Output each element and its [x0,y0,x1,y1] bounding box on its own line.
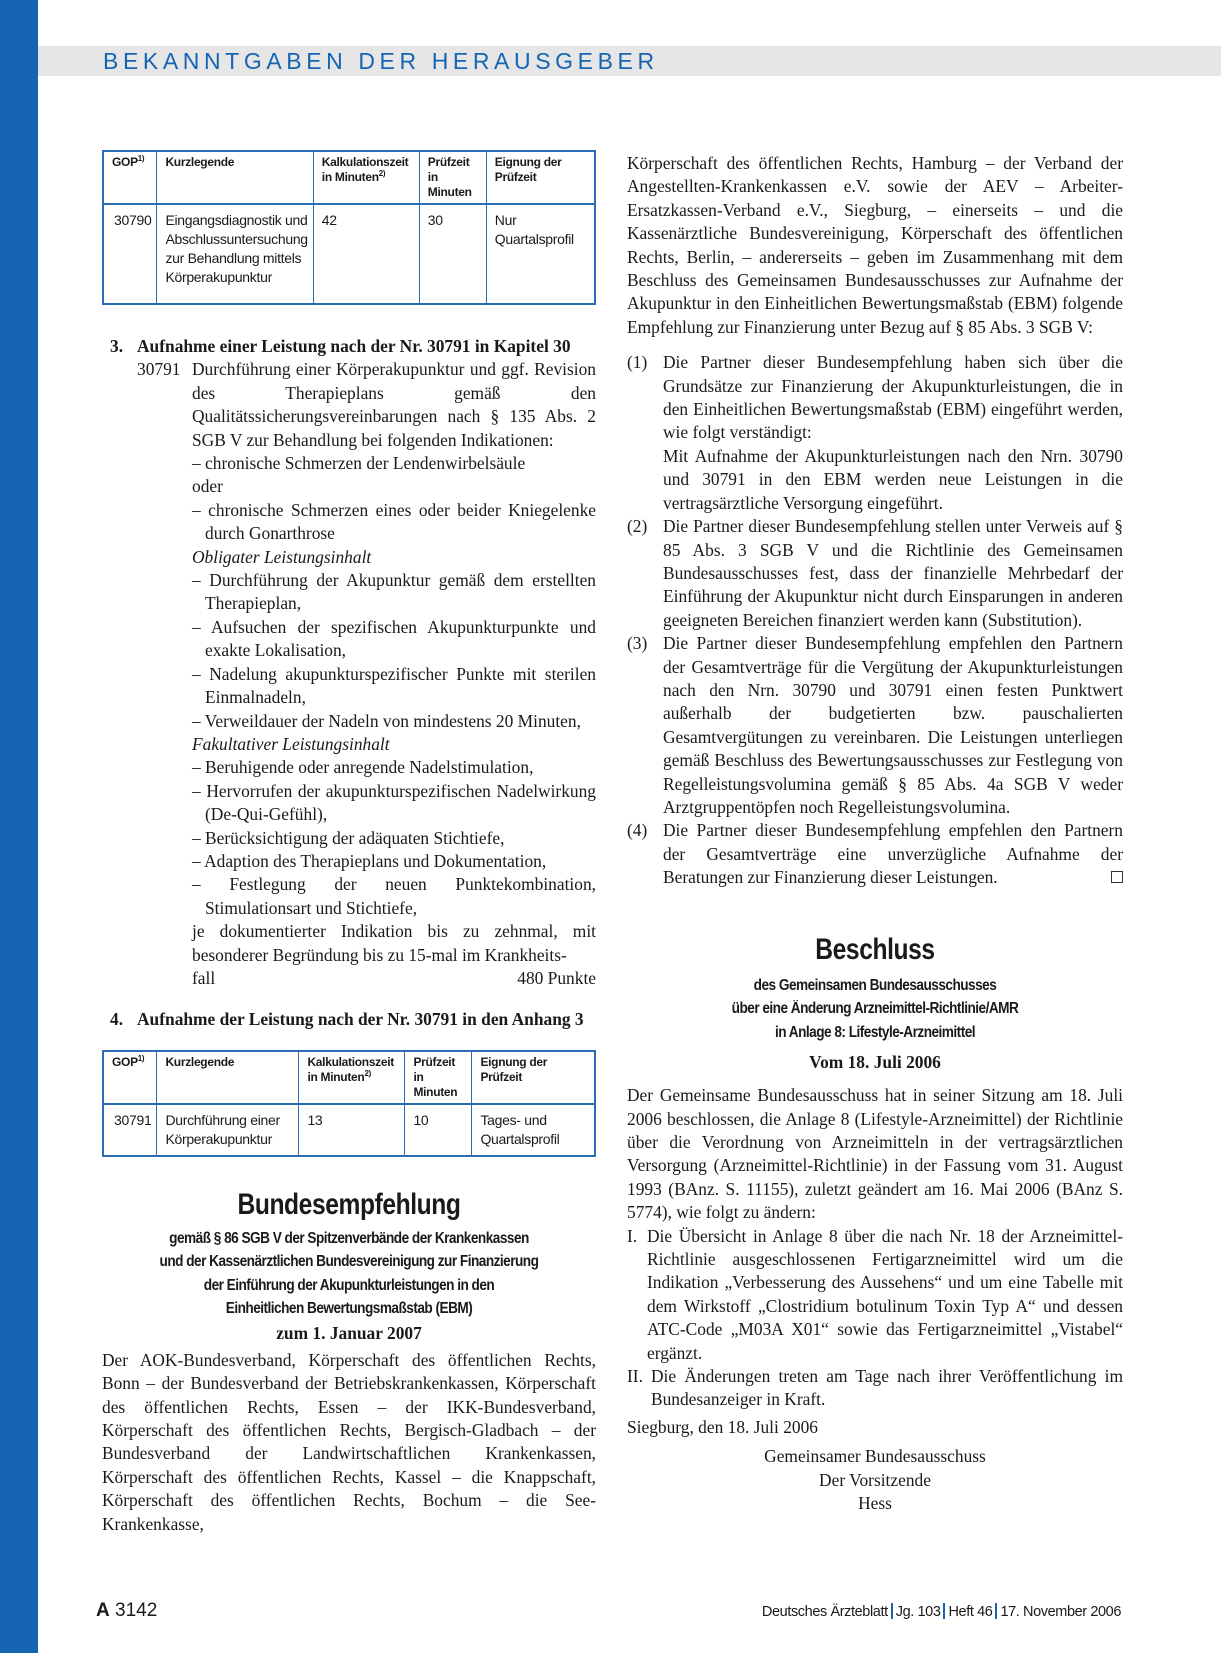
recommendation-paragraph: (4) Die Partner dieser Bundesempfehlung empfehlen den Partnern der Gesamtverträge eine unverzügliche Aufnahme der Beratungen zur Finanzierung dieser Leistungen. [627,820,1123,888]
table-header-kurzlegende: Kurzlegende [157,1051,299,1104]
bundesempfehlung-subtitle-line: Einheitlichen Bewertungsmaßstab (EBM) [225,1300,473,1318]
table-row [103,1104,595,1156]
cell-kurzlegende: Eingangsdiagnostik und Abschlussuntersuchung zur Behandlung mittels Körperakupunktur [157,204,313,304]
table-header-kurzlegende: Kurzlegende [157,151,313,204]
bundesempfehlung-subtitle-line: gemäß § 86 SGB V der Spitzenverbände der Krankenkassen [169,1229,529,1247]
signature-role: Der Vorsitzende [819,1469,931,1490]
table-header-gop: GOP$^{1)}$ [103,151,157,204]
gop-30791-body: – chronische Schmerzen der Lendenwirbelsäule oder – chronische Schmerzen eines oder beider Kniegelenke durch Gonarthrose Obligater Leistungsinhalt – Durchführung der Akupunktur gemäß dem erstellten Therapieplan, – Aufsuchen der spezifischen Akupunkturpunkte und exakte Lokalisation, – Nadelung akupunkturspezifischer Punkte mit sterilen Einmalnadeln, – Verweildauer der Nadeln von mindestens 20 Minuten, Fakultativer Leistungsinhalt – Beruhigende oder anregende Nadelstimulation, – Hervorrufen der akupunkturspezifischen Nadelwirkung (De-Qui-Gefühl), – Berücksichtigung der adäquaten Stichtiefe, – Adaption des Therapieplans und Dokumentation, – Festlegung der neuen Punktekombination, Stimulationsart und Stichtiefe, je dokumentierter Indikation bis zu zehnmal, mit besonderer Begründung bis zu 15-mal im Krankheits- fall 480 Punkte [192,452,596,990]
table-header-kalkulationszeit: Kalkulationszeit in Minuten$^{2)}$ [313,151,419,204]
section-3-heading: 3. Aufnahme einer Leistung nach der Nr. 30791 in Kapitel 30 [110,336,571,356]
list-item: – Berücksichtigung der adäquaten Stichtiefe, [192,827,505,848]
table-header-pruefzeit: Prüfzeit in Minuten [405,1051,472,1104]
list-item: – Verweildauer der Nadeln von mindestens 20 Minuten, [192,710,581,731]
list-item: – Aufsuchen der spezifischen Akupunkturpunkte und exakte Lokalisation, [192,616,596,661]
bundesempfehlung-heading-block [102,1187,596,1345]
table-header-pruefzeit: Prüfzeit in Minuten [419,151,486,204]
optional-heading: Fakultativer Leistungsinhalt [192,733,390,754]
bundesempfehlung-date: zum 1. Januar 2007 [276,1322,422,1343]
sidebar-stripe [0,0,38,1653]
cell-eignung: Tages- und Quartalsprofil [480,1111,560,1147]
journal-name: Deutsches Ärzteblatt [761,1604,888,1620]
frequency-note: je dokumentierter Indikation bis zu zehnmal, mit besonderer Begründung bis zu 15-mal im Krankheits- [192,921,596,965]
journal-issue: Heft 46 [948,1604,993,1620]
list-item: – Adaption des Therapieplans und Dokumentation, [192,850,547,871]
table-header-gop: GOP$^{1)}$ [103,1051,157,1104]
table-header-eignung: Eignung der Prüfzeit [472,1051,595,1104]
recommendation-paragraph: (3) Die Partner dieser Bundesempfehlung empfehlen den Partnern der Gesamtverträge für die Vergütung der Akupunkturleistungen nach den Nrn. 30790 und 30791 einen festen Punktwert außerhalb der budgetierten bzw. pauschalierten Gesamtvergütungen zu vereinbaren. Die Leistungen unterliegen gemäß Beschluss des Bewertungsausschusses zur Festlegung von Regelleistungsvolumina gemäß § 85 Abs. 4a SGB V weder Arztgruppentöpfen noch Regelleistungsvolumina. [627,633,1123,817]
page-number: A 3142 [96,1600,158,1621]
bundesempfehlung-intro-right: Körperschaft des öffentlichen Rechts, Hamburg – der Verband der Angestellten-Krankenkassen e.V. sowie der AEV – Arbeiter-Ersatzkassen-Verband e.V., Siegburg, – einerseits – und die Kassenärztliche Bundesvereinigung, Körperschaft des öffentlichen Rechts, Berlin, – andererseits – geben im Zusammenhang mit dem Beschluss des Gemeinsamen Bundesausschusses zur Aufnahme der Akupunktur in den Einheitlichen Bewertungsmaßstab (EBM) folgende Empfehlung zur Finanzierung unter Bezug auf § 85 Abs. 3 SGB V: [627,153,1123,337]
section-4-heading: 4. Aufnahme der Leistung nach der Nr. 30791 in den Anhang 3 [110,1009,584,1030]
beschluss-subtitle-line: des Gemeinsamen Bundesausschusses [753,976,997,994]
cell-kalkulationszeit: 42 [313,204,419,304]
beschluss-subtitle-line: über eine Änderung Arzneimittel-Richtlinie/AMR [731,1000,1019,1018]
list-item: – Nadelung akupunkturspezifischer Punkte mit sterilen Einmalnadeln, [192,663,596,708]
signature-name: Hess [858,1493,892,1513]
recommendation-paragraphs [627,351,1123,889]
list-item: – Hervorrufen der akupunkturspezifischen Nadelwirkung (De-Qui-Gefühl), [192,780,596,825]
beschluss-place-date: Siegburg, den 18. Juli 2006 [627,1416,818,1437]
beschluss-item: I. Die Übersicht in Anlage 8 über die nach Nr. 18 der Arzneimittel-Richtlinie ausgeschlossenen Fertigarzneimittel wird um die Indikation „Verbesserung des Aussehens“ und um eine Tabelle mit dem Wirkstoff „Clostridium botulinum Toxin Typ A“ und dessen ATC-Code „M03A X01“ sowie das Fertigarzneimittel „Vistabel“ ergänzt. [627,1225,1123,1363]
section-header-title: BEKANNTGABEN DER HERAUSGEBER [103,48,659,74]
table-row [103,204,595,304]
table-header-kalkulationszeit: Kalkulationszeit in Minuten$^{2)}$ [299,1051,405,1104]
left-column [102,150,596,1536]
gop-table-30790 [102,150,596,305]
cell-kalkulationszeit: 13 [299,1104,405,1156]
cell-gop: 30790 [103,204,157,304]
obligatory-heading: Obligater Leistungsinhalt [192,546,372,567]
points-value: 480 Punkte [517,967,596,988]
list-item: – Beruhigende oder anregende Nadelstimulation, [192,757,534,778]
indication-item: – chronische Schmerzen der Lendenwirbelsäule [192,453,526,474]
cell-pruefzeit: 10 [405,1104,472,1156]
recommendation-paragraph: (2) Die Partner dieser Bundesempfehlung stellen unter Verweis auf § 85 Abs. 3 SGB V und die Richtlinie des Gemeinsamen Bundesausschusses fest, dass der finanzielle Mehrbedarf der Einführung der Akupunktur nicht durch Einsparungen in anderen geeigneten Bereichen finanziert werden kann (Substitution). [627,516,1123,630]
bundesempfehlung-title: Bundesempfehlung [237,1187,461,1221]
beschluss-title: Beschluss [815,932,935,966]
cell-eignung: Nur Quartalsprofil [494,212,574,247]
bundesempfehlung-subtitle-line: und der Kassenärztlichen Bundesvereinigung zur Finanzierung [159,1253,539,1271]
beschluss-intro: Der Gemeinsame Bundesausschuss hat in seiner Sitzung am 18. Juli 2006 beschlossen, die Anlage 8 (Lifestyle-Arzneimittel) der Richtlinie über die Verordnung von Arzneimitteln in der vertragsärztlichen Versorgung (Arzneimittel-Richtlinie) in der Fassung vom 31. August 1993 (BAnz. S. 11155), zuletzt geändert am 16. Mai 2006 (BAnz S. 5774), wie folgt zu ändern: [627,1085,1123,1223]
separator-bar [943,1603,945,1619]
end-of-article-box-icon [1111,871,1123,883]
right-column [627,152,1123,1515]
cell-kurzlegende: Durchführung einer Körperakupunktur [157,1104,299,1156]
gop-30791-entry: 30791 Durchführung einer Körperakupunktur und ggf. Revision des Therapieplans gemäß den Qualitätssicherungsvereinbarungen nach § 135 Abs. 2 SGB V zur Behandlung bei folgenden Indikationen: [137,359,596,450]
separator-bar [891,1603,893,1619]
gop-table-30791 [102,1050,596,1157]
bundesempfehlung-intro-left: Der AOK-Bundesverband, Körperschaft des öffentlichen Rechts, Bonn – der Bundesverband der Betriebskrankenkassen, Körperschaft des öffentlichen Rechts, Essen – der IKK-Bundesverband, Körperschaft des öffentlichen Rechts, Bergisch-Gladbach – der Bundesverband der Landwirtschaftlichen Krankenkassen, Körperschaft des öffentlichen Rechts, Kassel – die Knappschaft, Körperschaft des öffentlichen Rechts, Bochum – die See-Krankenkasse, [102,1349,596,1534]
beschluss-subtitle-line: in Anlage 8: Lifestyle-Arzneimittel [774,1023,976,1041]
beschluss-date: Vom 18. Juli 2006 [809,1052,941,1073]
cell-gop: 30791 [103,1104,157,1156]
separator-bar [995,1603,997,1619]
signature-organization: Gemeinsamer Bundesausschuss [764,1446,986,1467]
list-item: – Festlegung der neuen Punktekombination, Stimulationsart und Stichtiefe, [192,874,596,918]
indication-item: – chronische Schmerzen eines oder beider Kniegelenke durch Gonarthrose [192,499,596,544]
journal-citation [762,1602,1121,1622]
recommendation-paragraph: (1) Die Partner dieser Bundesempfehlung haben sich über die Grundsätze zur Finanzierung der Akupunkturleistungen, die in den Einheitlichen Bewertungsmaßstab (EBM) eingeführt werden, wie folgt verständigt: Mit Aufnahme der Akupunkturleistungen nach den Nrn. 30790 und 30791 in den EBM werden neue Leistungen in die vertragsärztliche Versorgung eingeführt. [627,352,1123,513]
beschluss-heading-block [627,932,1123,1075]
beschluss-item: II. Die Änderungen treten am Tage nach ihrer Veröffentlichung im Bundesanzeiger in Kraft. [627,1365,1123,1410]
list-item: – Durchführung der Akupunktur gemäß dem erstellten Therapieplan, [192,570,596,614]
cell-pruefzeit: 30 [419,204,486,304]
journal-date: 17. November 2006 [1000,1604,1121,1620]
journal-volume: Jg. 103 [895,1604,941,1620]
bundesempfehlung-subtitle-line: der Einführung der Akupunkturleistungen in den [203,1276,495,1294]
points-line: fall 480 Punkte [192,967,596,990]
table-header-eignung: Eignung der Prüfzeit [486,151,595,204]
